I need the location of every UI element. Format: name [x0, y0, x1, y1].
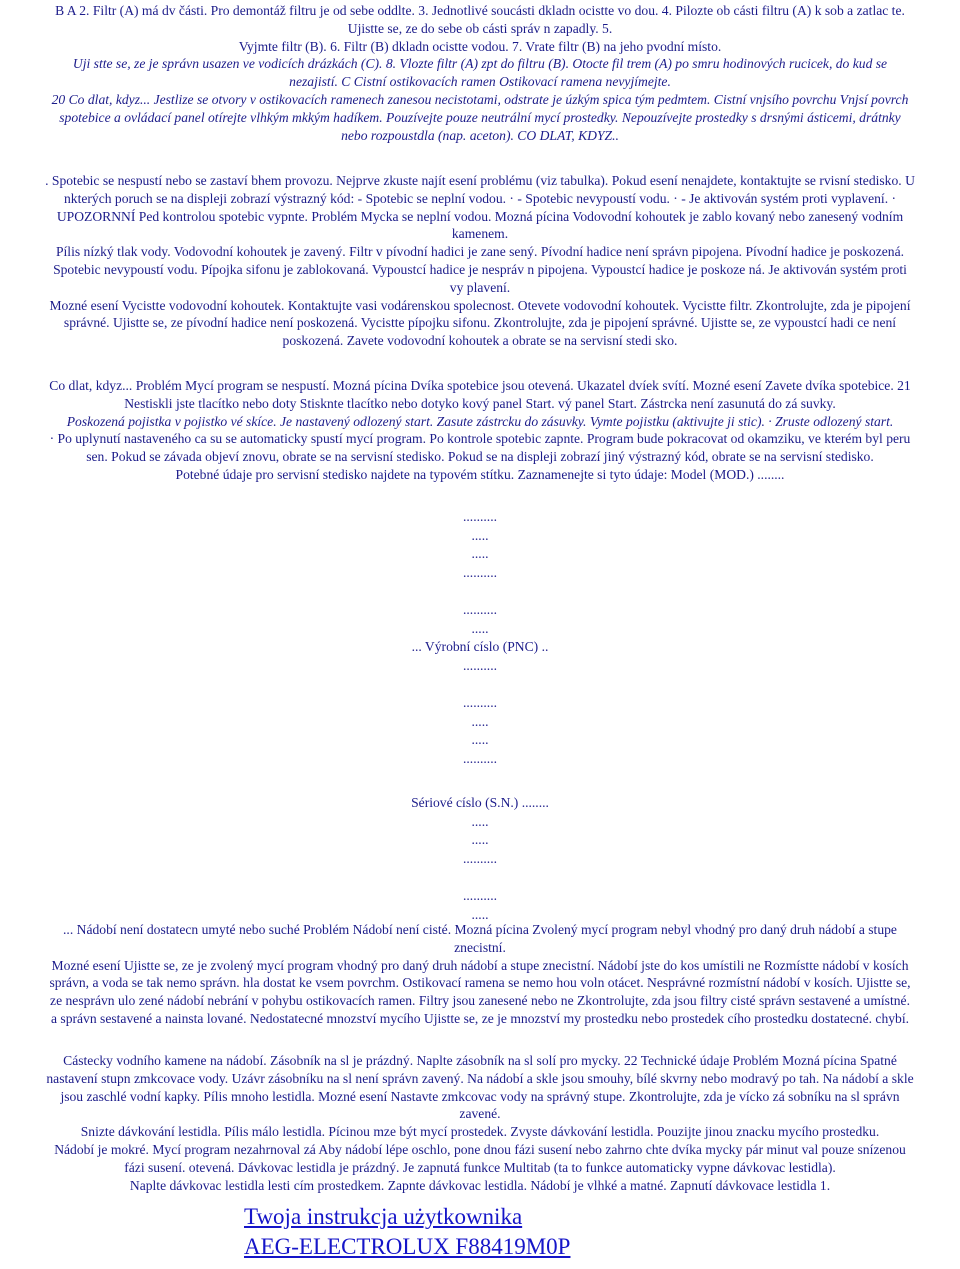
section5-line: jsou zaschlé vodní kapky. Pílis mnoho lestidla. Mozné esení Nastavte zmkcovac vody na správný stupe. Zkontrolujte, zda je vícko zá sobníku na sl správn — [60, 1088, 900, 1104]
serial-number-record-fields — [0, 794, 960, 924]
section1-line: nezajistí. C Cistní ostikovacích ramen Ostikovací ramena nevyjímejte. — [289, 74, 671, 90]
section2-line: kamenem. — [451, 226, 509, 242]
section1-line: B A 2. Filtr (A) má dv části. Pro demontáž filtru je od sebe oddlte. 3. Jednotlivé soucásti dkladn ocistte vo dou. 4. Pilozte ob cásti filtru (A) k sob a zatlac te. — [55, 3, 905, 18]
dots1-line: .......... — [463, 601, 497, 617]
dots1-line: .......... — [463, 750, 497, 766]
dots2-line: ..... — [471, 832, 489, 848]
section5-line: fázi susení. otevená. Dávkovac lestidla je prázdný. Je zapnutá funkce Multitab (ta to funkce automaticky vypne dávkovac lestidla). — [124, 1159, 836, 1175]
dots1-line — [0, 582, 960, 601]
section1-line: Uji stte se, ze je správn usazen ve vodicích drázkách (C). 8. Vlozte filtr (A) zpt do filtru (B). Otocte fil trem (A) po smru hodinových rucicek, do kud se — [72, 56, 888, 72]
section2-line: Spotebic nevypoustí vodu. Pípojka sifonu je zablokovaná. Vypoustcí hadice je nespráv n pipojena. Vypoustcí hadice je poskoze ná. Je aktivován systém proti — [53, 261, 907, 277]
section4-line: Mozné esení Ujistte se, ze je zvolený mycí program vhodný pro daný druh nádobí a stupe znecistní. Nádobí jste do kos umístili ne Rozmístte nádobí v kosích — [51, 957, 909, 973]
section1-line: Ujistte se, ze do sebe ob cásti správ n zapadly. 5. — [347, 20, 613, 36]
section2-line: Mozné esení Vycistte vodovodní kohoutek. Kontaktujte vasi vodárenskou spolecnost. Otevete vodovodní kohoutek. Vycistte filtr. Zkontrolujte, zda je pipojení — [49, 297, 911, 313]
dishes-not-clean-section — [4, 921, 956, 1028]
program-not-starting-section — [4, 377, 956, 484]
section3-line: Co dlat, kdyz... Problém Mycí program se nespustí. Mozná pícina Dvíka spotebice jsou otevená. Ukazatel dvíek svítí. Mozné esení Zavete dvíka spotebice. 21 — [49, 378, 911, 393]
dots2-line: ..... — [471, 906, 489, 922]
dots2-line: .......... — [463, 887, 497, 903]
dots1-line: .......... — [463, 694, 497, 710]
dots1-line: .......... — [463, 509, 497, 524]
section3-line: Poskozená pojistka v pojistko vé skíce. Je nastavený odlozený start. Zasute zástrcku do zásuvky. Vymte pojistku (aktivujte ji stic). · Zruste odlozený start. — [66, 413, 894, 429]
dots1-line — [0, 675, 960, 694]
dots2-line — [0, 868, 960, 887]
section5-line: Nádobí je mokré. Mycí program nezahrnoval zá Aby nádobí lépe oschlo, pone dnou fázi susení nebo zahrno chte dvíka mycky pár minut val pouze snízenou — [54, 1141, 906, 1157]
section3-line: Nestiskli jste tlacítko nebo doty Stisknte tlacítko nebo dotyko kový panel Start. vý panel Start. Zástrcka není zasunutá do zá suvky. — [124, 395, 836, 411]
section4-line: znecistní. — [454, 939, 506, 955]
section5-line: Snizte dávkování lestidla. Pílis málo lestidla. Pícinou mze být mycí prostedek. Zvyste dávkování lestidla. Pouzijte jinou znacku mycího prostedku. — [80, 1124, 880, 1140]
footer-links — [244, 1202, 570, 1262]
section2-line: vy plavení. — [449, 279, 511, 295]
section2-line: Pílis nízký tlak vody. Vodovodní kohoutek je zavený. Filtr v pívodní hadici je zane sený. Pívodní hadice není správn pipojena. Pívodní hadice je poskozená. — [55, 244, 905, 260]
section4-line: správn, a voda se tak nemo správn. hla dostat ke vsem povrchm. Ostikovací ramena se nemo hou voln otácet. Nesprávné rozmístní nádobí v kosích. Ujistte se, — [49, 975, 911, 991]
product-model-link[interactable]: AEG-ELECTROLUX F88419M0P — [244, 1234, 571, 1259]
section5-line: zavené. — [459, 1106, 501, 1122]
technical-data-section — [4, 1052, 956, 1194]
section2-line: . Spotebic se nespustí nebo se zastaví bhem provozu. Nejprve zkuste najít esení problému (viz tabulka). Pokud esení nenajdete, kontaktujte se rvisní stedisko. U — [45, 173, 915, 188]
section5-line: Cástecky vodního kamene na nádobí. Zásobník na sl je prázdný. Naplte zásobník na sl solí pro mycky. 22 Technické údaje Problém Mozná pícina Spatné — [63, 1053, 897, 1068]
section1-line: 20 Co dlat, kdyz... Jestlize se otvory v ostikovacích ramenech zanesou necistotami, odstrate je úzkým spica tým pedmtem. Cistní vnjsího povrchu Vnjsí povrch — [51, 91, 909, 107]
dots1-line: .......... — [463, 657, 497, 673]
dots1-line: .......... — [463, 564, 497, 580]
dots1-line: ..... — [471, 713, 489, 729]
filter-cleaning-section — [4, 2, 956, 144]
section3-line: · Po uplynutí nastaveného ca su se automaticky spustí mycí program. Po kontrole spotebic zapnte. Program bude pokracovat od okamziku, ve kterém byl peru — [49, 431, 911, 447]
section3-line: sen. Pokud se závada objeví znovu, obrate se na servisní stedisko. Pokud se na displeji zobrazí jiný výstrazný kód, obrate se na servisní stedisko. — [86, 449, 874, 465]
dots2-line: ..... — [471, 813, 489, 829]
dots1-line: ..... — [471, 527, 489, 543]
dots1-line: ..... — [471, 620, 489, 636]
dots1-line: ..... — [471, 732, 489, 748]
section4-line: ... Nádobí není dostatecn umyté nebo suché Problém Nádobí není cisté. Mozná pícina Zvolený mycí program nebyl vhodný pro daný druh nádobí a stupe — [63, 922, 897, 937]
user-manual-link[interactable]: Twoja instrukcja użytkownika — [244, 1204, 523, 1229]
dots2-line: .......... — [463, 850, 497, 866]
section4-line: ze nesprávn ulo zené nádobí nebrání v pohybu ostikovacích ramen. Filtry jsou zanesené nebo ne Zkontrolujte, zda jsou filtry cisté správn sestavené a umístné. — [50, 993, 910, 1009]
dots2-line: Sériové císlo (S.N.) ........ — [411, 795, 549, 810]
dots1-line: ... Výrobní císlo (PNC) .. — [411, 639, 549, 655]
section1-line: Vyjmte filtr (B). 6. Filtr (B) dkladn ocistte vodou. 7. Vrate filtr (B) na jeho pvodní místo. — [238, 38, 722, 54]
model-pnc-record-fields — [0, 508, 960, 768]
section1-line: nebo rozpoustdla (nap. aceton). CO DLAT, KDYZ.. — [341, 127, 619, 143]
section2-line: poskozená. Zavete vodovodní kohoutek a obrate se na servisní stedi sko. — [282, 333, 678, 349]
section5-line: Naplte dávkovac lestidla lesti cím prostedkem. Zapnte dávkovac lestidla. Nádobí je vlhké a matné. Zapnutí dávkovace lestidla 1. — [129, 1177, 831, 1193]
section1-line: spotebice a ovládací panel otírejte vlhkým mkkým hadíkem. Pouzívejte pouze neutrální mycí prostedky. Nepouzívejte prostedky s drsnými ásticemi, drátnky — [59, 109, 901, 125]
troubleshooting-water-section — [4, 172, 956, 350]
dots1-line: ..... — [471, 546, 489, 562]
section2-line: nkterých poruch se na displeji zobrazí výstrazný kód: - Spotebic se neplní vodou. · - Spotebic nevypoustí vodu. · - Je aktivován systém proti vyplavení. · — [63, 190, 897, 206]
section3-line: Potebné údaje pro servisní stedisko najdete na typovém stítku. Zaznamenejte si tyto údaje: Model (MOD.) ........ — [175, 466, 785, 482]
section4-line: a správn sestavené a nainsta lované. Nedostatecné mnozství mycího Ujistte se, ze je mnozství my prostedku nebo prostedek cího prostedku dostatecné. chybí. — [50, 1010, 910, 1026]
section2-line: správné. Ujistte se, ze pívodní hadice není poskozená. Vycistte pípojku sifonu. Zkontrolujte, zda je pipojení správné. Ujistte se, ze vypoustcí hadi ce není — [63, 315, 897, 331]
section2-line: UPOZORNNÍ Ped kontrolou spotebic vypnte. Problém Mycka se neplní vodou. Mozná pícina Vodovodní kohoutek je zablo kovaný nebo zanesený vodním — [56, 208, 904, 224]
section5-line: nastavení stupn zmkcovace vody. Uzávr zásobníku na sl není správn zavený. Na nádobí a skle jsou smouhy, bílé skvrny nebo modravý po tah. Na nádobí a skle — [46, 1070, 914, 1086]
